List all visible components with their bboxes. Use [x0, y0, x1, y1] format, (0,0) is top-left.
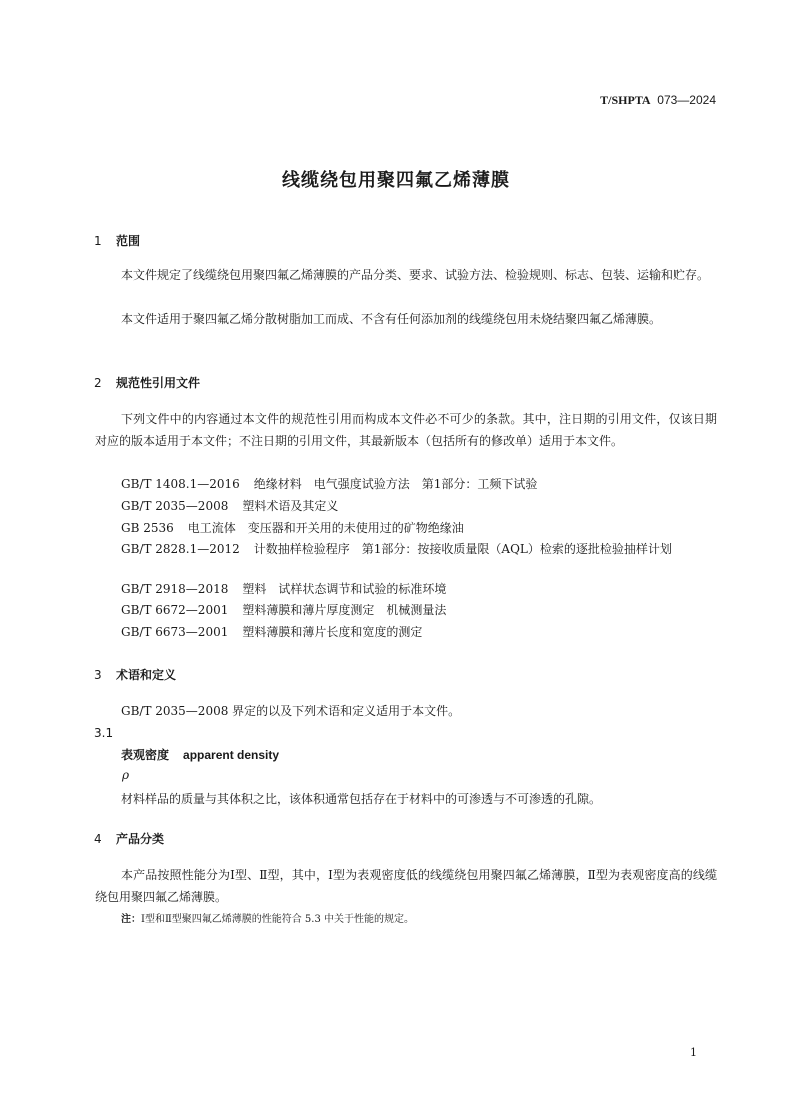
section-number: 1	[94, 234, 102, 248]
scope-paragraph-2: 本文件适用于聚四氟乙烯分散树脂加工而成、不含有任何添加剂的线缆绕包用未烧结聚四氟乙烯薄膜。	[121, 312, 662, 326]
section-title: 规范性引用文件	[116, 376, 201, 390]
classification-paragraph: 本产品按照性能分为Ⅰ型、Ⅱ型，其中，Ⅰ型为表观密度低的线缆绕包用聚四氟乙烯薄膜，Ⅱ型为表观密度高的线缆绕包用聚四氟乙烯薄膜。	[95, 868, 717, 904]
reference-item	[95, 538, 717, 560]
reference-title: 塑料 试样状态调节和试验的标准环境	[242, 582, 447, 596]
reference-code: GB/T 6672—2001	[121, 603, 229, 617]
reference-code: GB/T 2828.1—2012	[121, 542, 240, 556]
section-3-heading	[94, 666, 176, 683]
reference-title: 计数抽样检验程序 第1部分：按接收质量限（AQL）检索的逐批检验抽样计划	[253, 542, 672, 556]
document-code-prefix: T/SHPTA	[600, 93, 651, 107]
section-title: 范围	[116, 234, 141, 248]
reference-title: 塑料术语及其定义	[242, 499, 339, 513]
references-intro: 下列文件中的内容通过本文件的规范性引用而构成本文件必不可少的条款。其中，注日期的引用文件，仅该日期对应的版本适用于本文件；不注日期的引用文件，其最新版本（包括所有的修改单）适用于本文件。	[95, 412, 717, 448]
section-title: 产品分类	[116, 832, 165, 846]
reference-code: GB/T 2918—2018	[121, 582, 229, 596]
reference-item	[121, 517, 464, 539]
document-code-number: 073—2024	[657, 93, 716, 107]
reference-item	[121, 473, 537, 495]
reference-title: 塑料薄膜和薄片厚度测定 机械测量法	[242, 603, 447, 617]
note	[121, 910, 414, 925]
reference-item	[121, 495, 338, 517]
section-4-heading	[94, 830, 164, 847]
reference-title: 绝缘材料 电气强度试验方法 第1部分：工频下试验	[253, 477, 538, 491]
reference-title: 电工流体 变压器和开关用的未使用过的矿物绝缘油	[187, 521, 464, 535]
reference-item	[121, 578, 446, 600]
reference-item	[121, 599, 446, 621]
note-text: Ⅰ型和Ⅱ型聚四氟乙烯薄膜的性能符合 5.3 中关于性能的规定。	[141, 914, 415, 925]
section-number: 2	[94, 376, 102, 390]
section-2-heading	[94, 374, 200, 391]
terms-intro: GB/T 2035—2008 界定的以及下列术语和定义适用于本文件。	[121, 704, 461, 718]
section-1-heading	[94, 232, 140, 249]
section-number: 4	[94, 832, 102, 846]
term-symbol: ρ	[122, 768, 130, 782]
reference-code: GB/T 6673—2001	[121, 625, 229, 639]
section-title: 术语和定义	[116, 668, 177, 682]
term-entry	[121, 746, 279, 763]
section-number: 3	[94, 668, 102, 682]
document-code	[600, 93, 716, 108]
reference-code: GB/T 1408.1—2016	[121, 477, 240, 491]
scope-paragraph-1: 本文件规定了线缆绕包用聚四氟乙烯薄膜的产品分类、要求、试验方法、检验规则、标志、包装、运输和贮存。	[121, 268, 710, 282]
page-number: 1	[690, 1046, 697, 1059]
document-title: 线缆绕包用聚四氟乙烯薄膜	[282, 170, 510, 191]
term-chinese: 表观密度	[121, 748, 170, 762]
reference-code: GB 2536	[121, 521, 174, 535]
subclause-number: 3.1	[94, 726, 114, 740]
reference-item	[121, 621, 422, 643]
term-definition: 材料样品的质量与其体积之比，该体积通常包括存在于材料中的可渗透与不可渗透的孔隙。	[121, 792, 602, 806]
reference-code: GB/T 2035—2008	[121, 499, 229, 513]
note-label: 注：	[121, 914, 141, 925]
reference-title: 塑料薄膜和薄片长度和宽度的测定	[242, 625, 423, 639]
term-english: apparent density	[183, 748, 280, 762]
